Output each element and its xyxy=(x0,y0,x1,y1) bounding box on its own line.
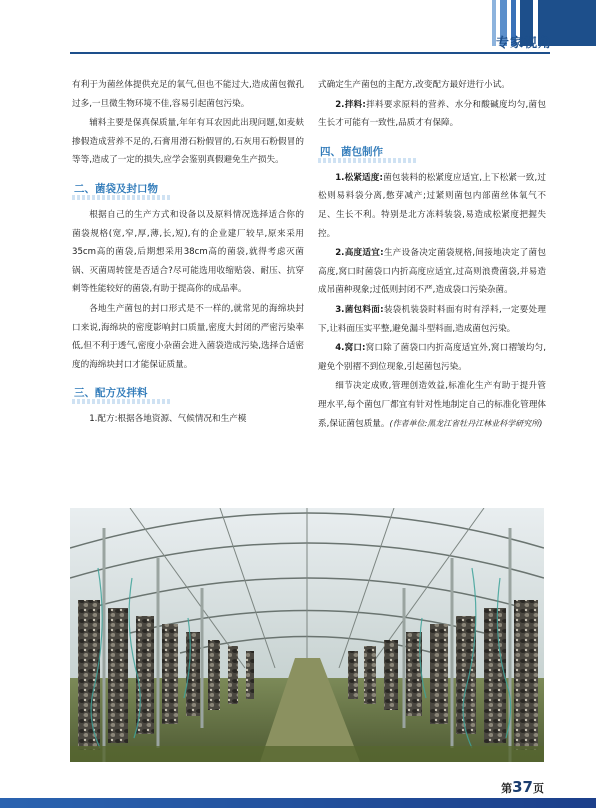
subheading-label: 1.松紧适度: xyxy=(335,172,383,183)
list-item xyxy=(318,301,546,338)
subheading-label: 4.窝口: xyxy=(335,343,366,354)
greenhouse-photo xyxy=(70,508,544,762)
paragraph: 辅料主要是保真保质量,年年有耳农因此出现问题,如麦麸掺假造成营养不足的,石膏用滑石粉假冒的,石灰用石粉假冒的等等,造成了一定的损失,应学会鉴别真假避免生产损失。 xyxy=(72,118,304,166)
right-column xyxy=(318,76,546,434)
paragraph-text: 生产设备决定菌袋规格,间接地决定了菌包高度,窝口时菌袋口内折高度应适宜,过高则浪费菌袋,并易造成吊菌种现象;过低则封闭不严,造成袋口污染杂菌。 xyxy=(318,248,546,296)
paragraph: 各地生产菌包的封口形式是不一样的,就常见的海绵块封口来说,海绵块的密度影响封口质量,密度大封闭的严密污染率低,但不利于透气,密度小杂菌会进入菌袋造成污染,选择合适密度的海绵块封口才能保证质量。 xyxy=(72,303,304,370)
list-item xyxy=(318,169,546,243)
list-item xyxy=(318,339,546,376)
section-heading-bags: 二、菌袋及封口物 xyxy=(72,180,304,198)
page-prefix: 第 xyxy=(501,782,513,795)
paragraph: 1.配方:根据各地资源、气候情况和生产模 xyxy=(89,414,247,425)
paragraph: 式确定生产菌包的主配方,改变配方最好进行小试。 xyxy=(318,80,510,90)
subheading-label: 3.菌包料面: xyxy=(335,304,384,315)
page-number xyxy=(501,778,544,796)
subheading-label: 2.拌料: xyxy=(335,99,366,110)
greenhouse-illustration xyxy=(70,508,544,762)
paragraph-text: 窝口除了菌袋口内折高度适宜外,窝口褶皱均匀,避免个别褶不到位现象,引起菌包污染。 xyxy=(318,343,547,372)
paragraph-text: 拌料要求原料的营养、水分和酸碱度均匀,菌包生长才可能有一致性,品质才有保障。 xyxy=(318,99,547,129)
header-rule xyxy=(70,52,550,54)
paragraph-text: 菌包装料的松紧度应适宜,上下松紧一致,过松则易料袋分离,憋芽减产;过紧则菌包内部菌丝体氧气不足、生长不利。特别是北方冻料装袋,易造成松紧度把握失控。 xyxy=(318,172,546,239)
list-item xyxy=(318,244,546,300)
closing-paragraph xyxy=(318,377,546,433)
section-heading-production: 四、菌包制作 xyxy=(318,143,546,161)
section-heading-formula: 三、配方及拌料 xyxy=(72,384,304,402)
page-suffix: 页 xyxy=(533,782,544,795)
paragraph-text: 细节决定成败,管理创造效益,标准化生产有助于提升管理水平,每个菌包厂都宜有针对性地制定自己的标准化管理体系,保证菌包质量。 xyxy=(318,381,546,429)
footer-bar xyxy=(0,798,596,808)
subheading-label: 2.高度适宜: xyxy=(335,248,384,259)
paragraph: 根据自己的生产方式和设备以及原料情况选择适合你的菌袋规格(宽,窄,厚,薄,长,短),有的企业建厂较早,原来采用35cm高的菌袋,后期想采用38cm高的菌袋,就得考虑灭菌锅、灭菌周转筐是否适合?尽可能选用收缩贴袋、耐压、抗穿刺等性能较好的菌袋,有助于提高你的成品率。 xyxy=(72,209,304,295)
paragraph: 有利于为菌丝体提供充足的氧气,但也不能过大,造成菌包微孔过多,一旦微生物环境不佳,容易引起菌包污染。 xyxy=(72,80,304,109)
paragraph-text: 装袋机装袋时料面有时有浮料,一定要处理下,让料面压实平整,避免漏斗型料面,造成菌包污染。 xyxy=(318,304,546,334)
section-label: 专家视角 xyxy=(495,36,552,51)
author-affiliation: (作者单位:黑龙江省牡丹江林业科学研究所) xyxy=(389,418,543,428)
page-number-value: 37 xyxy=(512,778,533,796)
paragraph-mixing xyxy=(318,96,546,133)
left-column xyxy=(72,76,304,430)
